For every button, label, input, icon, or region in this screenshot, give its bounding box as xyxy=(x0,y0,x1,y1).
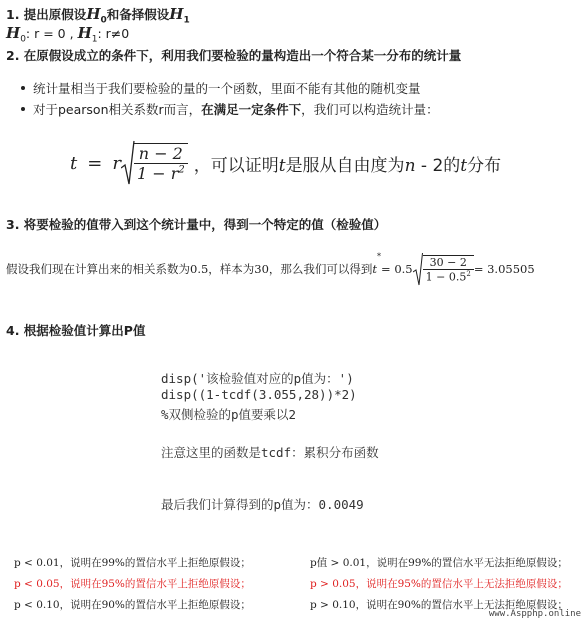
row2-left: p < 0.05，说明在95%的置信水平上拒绝原假设； xyxy=(14,578,251,590)
row3-left: p < 0.10，说明在90%的置信水平上拒绝原假设； xyxy=(14,599,251,611)
example-t: t xyxy=(372,262,378,276)
hyp-h0-sub: 0 xyxy=(20,34,26,45)
watermark-url: www.Aspphp.online xyxy=(488,609,581,619)
code-note: 注意这里的函数是tcdf：累积分布函数 xyxy=(161,445,379,460)
formula-den xyxy=(134,164,188,183)
example-den-sup: 2 xyxy=(466,269,471,278)
formula-t2: t xyxy=(278,155,286,176)
example-star: * xyxy=(377,252,382,261)
code-line-1: disp('该检验值对应的p值为：') xyxy=(161,371,354,386)
bullet-2 xyxy=(33,100,439,118)
sqrt-sign xyxy=(413,252,423,286)
bullet-dot xyxy=(21,86,25,90)
example-den xyxy=(423,270,474,284)
h1-symbol: H xyxy=(169,5,184,23)
formula-r: r xyxy=(112,152,121,174)
example-eq: = 0.5 xyxy=(381,262,413,276)
row1-left: p < 0.01，说明在99%的置信水平上拒绝原假设； xyxy=(14,557,251,569)
example-den-text: 1 − 0.5 xyxy=(425,270,467,284)
formula-text xyxy=(194,151,501,176)
step1-heading xyxy=(6,5,190,26)
formula-eq: = xyxy=(87,152,103,174)
hyp-h1: H xyxy=(77,24,92,42)
hypotheses-line xyxy=(6,24,129,45)
example-fraction xyxy=(423,255,474,284)
h1-sub: 1 xyxy=(183,15,190,26)
example-num: 30 − 2 xyxy=(423,256,474,270)
bullet-2-pre: 对于pearson相关系数r而言， xyxy=(33,102,202,117)
code-line-3: %双侧检验的p值要乘以2 xyxy=(161,407,297,422)
bullet-2-bold: 在满足一定条件下 xyxy=(201,102,302,117)
bullet-dot xyxy=(21,107,25,111)
h0-symbol: H xyxy=(86,5,101,23)
code-final: 最后我们计算得到的p值为：0.0049 xyxy=(161,497,364,512)
formula-t: t xyxy=(70,152,78,174)
formula-text-end: 分布 xyxy=(467,155,502,176)
step2-heading: 2. 在原假设成立的条件下，利用我们要检验的量构造出一个符合某一分布的统计量 xyxy=(6,48,462,63)
hyp-h1-text: : r≠0 xyxy=(97,26,130,41)
formula-text-mid: 是服从自由度为 xyxy=(285,155,405,176)
step1-and: 和备择假设 xyxy=(106,7,170,22)
row2-right: p > 0.05，说明在95%的置信水平上无法拒绝原假设； xyxy=(310,578,568,590)
example-line xyxy=(6,252,535,286)
formula-den-text: 1 − r xyxy=(136,164,179,183)
hyp-h0-text: : r = 0 , xyxy=(25,26,74,41)
step3-heading: 3. 将要检验的值带入到这个统计量中，得到一个特定的值（检验值） xyxy=(6,217,387,232)
formula-num: n − 2 xyxy=(134,144,188,164)
example-result: = 3.05505 xyxy=(473,262,535,276)
formula-den-sup: 2 xyxy=(178,164,185,176)
formula-t3: t xyxy=(460,155,468,176)
sqrt-sign xyxy=(121,140,135,186)
t-statistic-formula xyxy=(70,140,501,186)
step1-text: 1. 提出原假设 xyxy=(6,7,87,22)
hyp-h0: H xyxy=(6,24,21,42)
example-pre: 假设我们现在计算出来的相关系数为0.5，样本为30，那么我们可以得到 xyxy=(6,262,373,276)
hyp-h1-sub: 1 xyxy=(91,34,98,45)
step4-heading: 4. 根据检验值计算出P值 xyxy=(6,323,146,338)
row3-right: p > 0.10，说明在90%的置信水平上无法拒绝原假设； xyxy=(310,599,568,611)
code-line-2: disp((1-tcdf(3.055,28))*2) xyxy=(161,387,357,402)
formula-text-pre: ，可以证明 xyxy=(193,155,279,176)
formula-n: n xyxy=(404,155,416,176)
bullet-1: 统计量相当于我们要检验的量的一个函数，里面不能有其他的随机变量 xyxy=(33,81,421,96)
bullet-2-post: ，我们可以构造统计量： xyxy=(301,102,439,117)
row1-right: p值 > 0.01，说明在99%的置信水平无法拒绝原假设； xyxy=(310,557,568,569)
h0-sub: 0 xyxy=(100,15,107,26)
formula-fraction xyxy=(134,143,188,183)
formula-text-df: - 2的 xyxy=(415,155,461,176)
